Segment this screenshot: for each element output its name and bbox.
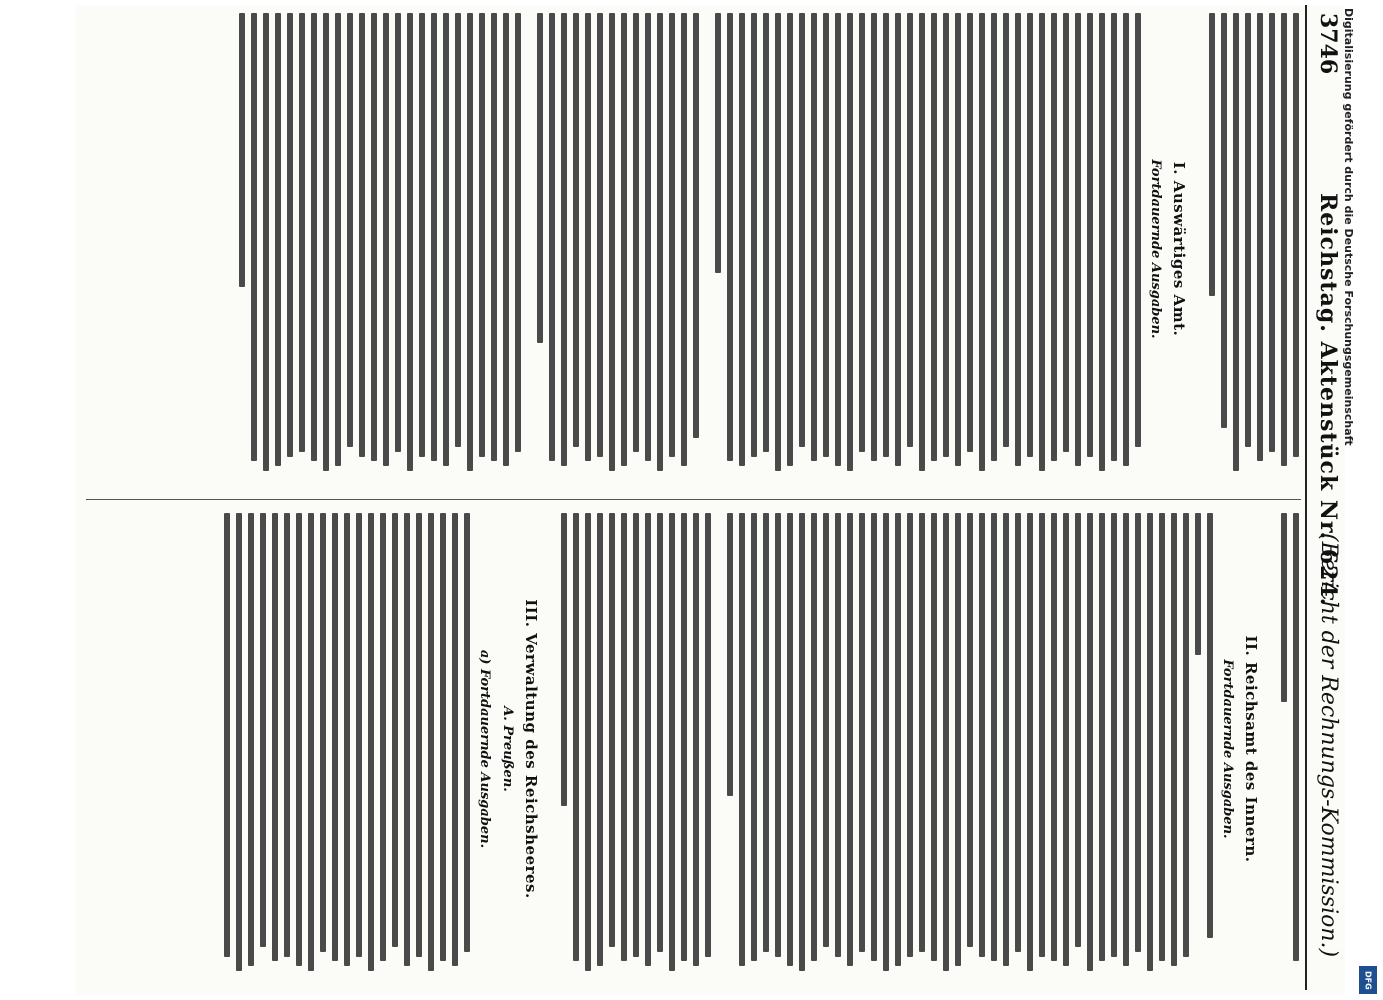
text-line [859,13,865,452]
text-line [1063,513,1069,966]
text-line [739,513,745,966]
text-line [308,513,314,971]
text-line [657,13,663,471]
section-heading-reichsheer: III. Verwaltung des Reichsheeres. [522,599,540,899]
text-line [1209,13,1215,296]
text-line [239,13,245,287]
text-line [871,13,877,461]
text-line [991,513,997,961]
text-line [693,13,699,438]
text-line [1135,13,1141,447]
text-line [823,13,829,457]
text-line [871,513,877,961]
text-line [775,513,781,957]
text-line [344,513,350,966]
text-line [907,513,913,957]
text-line [335,13,341,466]
text-line [287,13,293,457]
right-body-text-1 [727,513,1213,985]
text-line [251,13,257,461]
text-line [407,13,413,471]
text-line [787,13,793,466]
text-line [440,513,446,961]
text-line [1135,513,1141,952]
text-line [1123,513,1129,966]
section-subheading: Fortdauernde Ausgaben. [1220,659,1235,839]
text-line [967,13,973,452]
page-title: Reichstag. Aktenstück Nr. 624. [1315,193,1341,607]
text-line [1003,513,1009,966]
right-intro-text [1281,513,1299,985]
text-line [467,13,473,471]
text-line [811,13,817,461]
text-line [751,513,757,961]
text-line [739,13,745,466]
text-line [681,513,687,961]
text-line [895,513,901,966]
text-line [883,513,889,971]
text-line [645,13,651,461]
text-line [847,13,853,471]
text-line [464,513,470,952]
page-subtitle: (Bericht der Rechnungs-Kommission.) [1316,533,1341,958]
text-line [503,13,509,466]
section-heading-reichsamt-innern: II. Reichsamt des Innern. [1242,635,1260,863]
digitization-caption: Digitalisierung gefördert durch die Deutsche Forschungsgemeinschaft [1342,8,1355,446]
text-line [1281,513,1287,702]
text-line [395,13,401,452]
text-line [1039,13,1045,471]
text-line [443,13,449,466]
text-line [537,13,543,343]
text-line [1195,513,1201,655]
left-body-text-1 [715,13,1141,485]
left-intro-text [1209,13,1299,485]
text-line [1245,13,1251,447]
text-line [383,13,389,466]
text-line [404,513,410,966]
text-line [585,513,591,971]
text-line [979,513,985,957]
text-line [1099,13,1105,471]
text-line [248,513,254,966]
text-line [715,13,721,273]
text-line [380,513,386,961]
text-line [919,13,925,471]
text-line [609,13,615,471]
text-line [705,513,711,957]
text-line [1111,513,1117,957]
text-line [1099,513,1105,961]
text-line [299,13,305,452]
text-line [573,513,579,961]
text-line [419,13,425,457]
text-line [597,13,603,457]
text-line [955,13,961,466]
text-line [775,13,781,471]
text-line [1039,513,1045,957]
text-line [1087,13,1093,457]
text-line [260,513,266,947]
text-line [1051,13,1057,461]
text-line [1027,13,1033,457]
text-line [428,513,434,971]
text-line [991,13,997,461]
text-line [645,513,651,966]
text-line [931,513,937,961]
text-line [1123,13,1129,466]
section-heading-auswaertiges-amt: I. Auswärtiges Amt. [1170,161,1188,337]
text-line [835,513,841,957]
section-subheading: Fortdauernde Ausgaben. [1148,159,1163,339]
text-line [284,513,290,957]
text-line [573,13,579,447]
text-line [681,13,687,466]
right-body-text-2 [561,513,711,985]
text-line [371,13,377,461]
text-line [823,513,829,947]
text-line [835,13,841,466]
text-line [1207,513,1213,938]
text-line [1293,13,1299,457]
text-line [657,513,663,952]
text-line [561,13,567,466]
text-line [1233,13,1239,471]
text-line [1087,513,1093,971]
text-line [943,13,949,457]
text-line [479,13,485,457]
text-line [561,513,567,806]
text-line [1063,13,1069,452]
text-line [224,513,230,957]
text-line [263,13,269,471]
text-line [727,13,733,461]
text-line [549,13,555,461]
text-line [356,513,362,957]
text-line [919,513,925,952]
text-line [943,513,949,971]
text-line [633,13,639,452]
left-column [85,13,1299,485]
text-line [799,13,805,447]
page-number: 3746 [1315,13,1341,75]
text-line [368,513,374,971]
text-line [392,513,398,947]
column-divider [86,499,1301,500]
text-line [320,513,326,952]
right-column [85,513,1299,985]
text-line [1051,513,1057,961]
text-line [751,13,757,457]
text-line [1281,13,1287,466]
text-line [859,513,865,952]
text-line [1257,13,1263,461]
text-line [1075,513,1081,947]
section-subheading: a) Fortdauernde Ausgaben. [477,649,492,849]
text-line [1027,513,1033,971]
text-line [455,13,461,447]
text-line [1171,513,1177,966]
right-body-text-3 [224,513,470,985]
text-line [311,13,317,461]
text-line [967,513,973,947]
text-line [763,13,769,452]
header-rule [1305,5,1307,990]
text-line [787,513,793,966]
text-line [1075,13,1081,466]
text-line [236,513,242,971]
text-line [585,13,591,461]
text-line [491,13,497,461]
text-line [452,513,458,966]
text-line [799,513,805,971]
left-body-text-2 [537,13,699,485]
text-line [979,13,985,471]
text-line [296,513,302,966]
text-line [275,13,281,466]
text-line [347,13,353,447]
text-line [633,513,639,957]
text-line [332,513,338,961]
text-line [847,513,853,966]
text-line [1221,13,1227,428]
text-line [431,13,437,461]
section-subheading: A. Preußen. [500,706,515,792]
text-line [609,513,615,947]
text-line [727,513,733,796]
text-line [883,13,889,457]
left-body-text-3 [239,13,521,485]
text-line [1183,513,1189,957]
text-line [763,513,769,952]
text-line [693,513,699,966]
text-line [359,13,365,457]
text-line [1015,513,1021,952]
text-line [1015,13,1021,466]
text-line [1293,513,1299,961]
text-line [907,13,913,447]
text-line [1159,513,1165,961]
text-line [669,513,675,971]
text-line [811,513,817,961]
text-line [515,13,521,452]
text-line [272,513,278,961]
dfg-logo: DFG [1359,966,1377,994]
text-line [1269,13,1275,452]
text-line [416,513,422,957]
text-line [597,513,603,966]
text-line [621,13,627,466]
text-line [895,13,901,466]
text-line [955,513,961,966]
text-line [1111,13,1117,461]
text-line [1003,13,1009,447]
text-line [621,513,627,961]
text-line [323,13,329,471]
text-line [1147,513,1153,971]
text-line [669,13,675,457]
text-line [931,13,937,461]
scanned-page [75,5,1345,995]
